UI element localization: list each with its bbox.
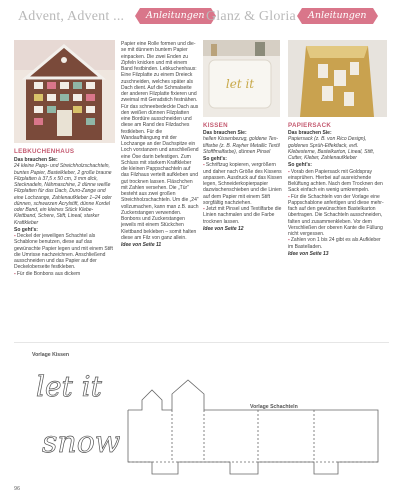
- step-text: ▪ Jetzt mit Pinsel und Textilfarbe die Linien nachmalen und die Farbe trocknen lassen.: [203, 206, 281, 225]
- source-reference: Idee von Seite 11: [121, 242, 162, 248]
- materials-text: hellen Kissenbezug, goldene Textilfarbe (z. B. Rayher Metallic Textil Stofffmalfarbe), dünnen Pinsel: [203, 136, 280, 155]
- photo-papiersack: [288, 40, 387, 117]
- step-text: ▪ Schriftzug kopieren, vergrößern und daher nach Größe des Kissens anpassen. Ausdruck auf das Kissen legen, Schneiderkopierpapier dazwischenschieben und die Linien auf dem Papier mit einem Stift sorgfältig nachziehen.: [203, 162, 282, 206]
- materials-text: 24 kleine Papp- und Streichholzschachteln, buntes Papier, Bastelkleber, 2 große braune Filzplatten à 37,5 x 50 cm, 3 mm dick, Stecknadeln, Nähmaschine, 2 dünne weiße Filzplatten für das Dach, Duro-Zange und eine Lochzange, Zahlenaufkleber 1–24 oder dünnen, schwarzen Acrylstift, dünne Kordel oder Band, ein kleines Stück Klebe-Klettband, Schere, Stift, Lineal, starker Kraftkleber: [14, 163, 112, 226]
- photo-lebkuchenhaus: [14, 40, 115, 143]
- page-number: 96: [14, 486, 21, 492]
- column-papiersack: [288, 130, 387, 258]
- header-title-advent: Advent, Advent ...: [18, 9, 125, 24]
- column-lebkuchenhaus: [14, 157, 115, 278]
- step-text: ▪ Für die Schachteln von der Vorlage eine Pappschablone anfertigen und diese mehrfach auf den gewünschten Bastelkarton übertragen. Die Schachteln ausschneiden, falten und zusammenkleben. Vor dem Verschließen der oberen Kante die Füllung nicht vergessen.: [288, 194, 384, 238]
- heading-lebkuchenhaus: LEBKUCHENHAUS: [14, 148, 75, 155]
- source-reference: Idee von Seite 13: [288, 250, 329, 257]
- page-header: [18, 8, 388, 28]
- instructions-text: Papier eine Rolle formen und diese mit dünnem buntem Papier einpacken. Die zwei Enden zu Zipfeln knicken und mit einem Band festbinden. Lebkuchenhaus: Eine Filzplatte zu einem Dreieck zuschneiden, welches später als Dach dient. Auf die Schmalseite der anderen Filzplatte fixieren und zweimal mit Geradstich festnähen. Für das schneebedeckte Dach aus den weißen dünnen Filzplatten eine Bordüre ausschneiden und diese am Rand des Filzdaches festkleben. Für die Wandaufhängung mit der Lochzange an der Dachspitze ein Loch vorstanzen und anschließend eine Öse darin befestigen. Zum Schluss mit starkem Kraftkleber die kleinen Pappschachteln auf das Filzhaus verteilt aufkleben und gut trocknen lassen. Fläschchen mit Zahlen versehen. Die „Tür“ besteht aus zwei großen Streichholzschachteln. Um die „24“ vollzumachen, kann man z.B. auch Zuckerstangen verwenden. Bonbons und Zuckerstangen jeweils mit einem Stückchen Klettband bekleben – somit halten diese am Filz von ganz allein.: [121, 41, 199, 241]
- label-vorlage-kissen: Vorlage Kissen: [32, 352, 70, 358]
- photo-kissen: [203, 40, 280, 117]
- label-vorlage-schachteln: Vorlage Schachteln: [250, 404, 298, 410]
- script-line-2: snow: [42, 425, 120, 460]
- template-kissen-script: [30, 360, 120, 480]
- svg-text:let it: let it: [225, 77, 255, 91]
- header-ribbon-anleitungen-1: Anleitungen: [140, 8, 211, 24]
- step-text: ▪ Für die Bonbons aus dickem: [14, 271, 80, 277]
- template-schachteln-outline: [118, 370, 388, 480]
- need-label: Das brauchen Sie:: [288, 130, 332, 136]
- need-label: Das brauchen Sie:: [203, 130, 247, 136]
- heading-kissen: KISSEN: [203, 122, 228, 129]
- header-title-glanz: Glanz & Gloria: [206, 9, 296, 24]
- column-lebkuchenhaus-continued: [121, 41, 199, 249]
- howto-label: So geht's:: [14, 226, 38, 233]
- section-divider: [14, 342, 389, 343]
- heading-papiersack: PAPIERSACK: [288, 122, 332, 129]
- step-text: ▪ Vorab den Papiersack mit Goldspray einsprühen. Hierbei auf ausreichende Belüftung achten. Nach dem Trocknen den Sack einfach ein wenig umkrempeln.: [288, 169, 383, 194]
- howto-label: So geht's:: [288, 162, 312, 169]
- materials-text: Papiersack (z. B. von Rico Design), goldenes Sprüh-Effektlack, evtl. Klebesterne, Bastelkarton, Lineal, Stift, Cutter, Kleber, Zahlenaufkleber: [288, 136, 375, 161]
- step-text: ▪ Zahlen von 1 bis 24 gibt es als Aufkleber im Bastelladen.: [288, 237, 381, 249]
- step-text: ▪ Deckel der jeweiligen Schachtel als Schablone benutzen, diese auf das gewünschte Papier legen und mit einem Stift die Umrisse nachzeichnen. Anschließend ausschneiden und das Papier auf der Deckeloberseite festkleben.: [14, 233, 113, 270]
- howto-label: So geht's:: [203, 156, 227, 162]
- header-ribbon-anleitungen-2: Anleitungen: [302, 8, 373, 24]
- need-label: Das brauchen Sie:: [14, 157, 58, 163]
- source-reference: Idee von Seite 12: [203, 225, 244, 232]
- script-line-1: let it: [36, 370, 102, 403]
- column-kissen: [203, 130, 283, 233]
